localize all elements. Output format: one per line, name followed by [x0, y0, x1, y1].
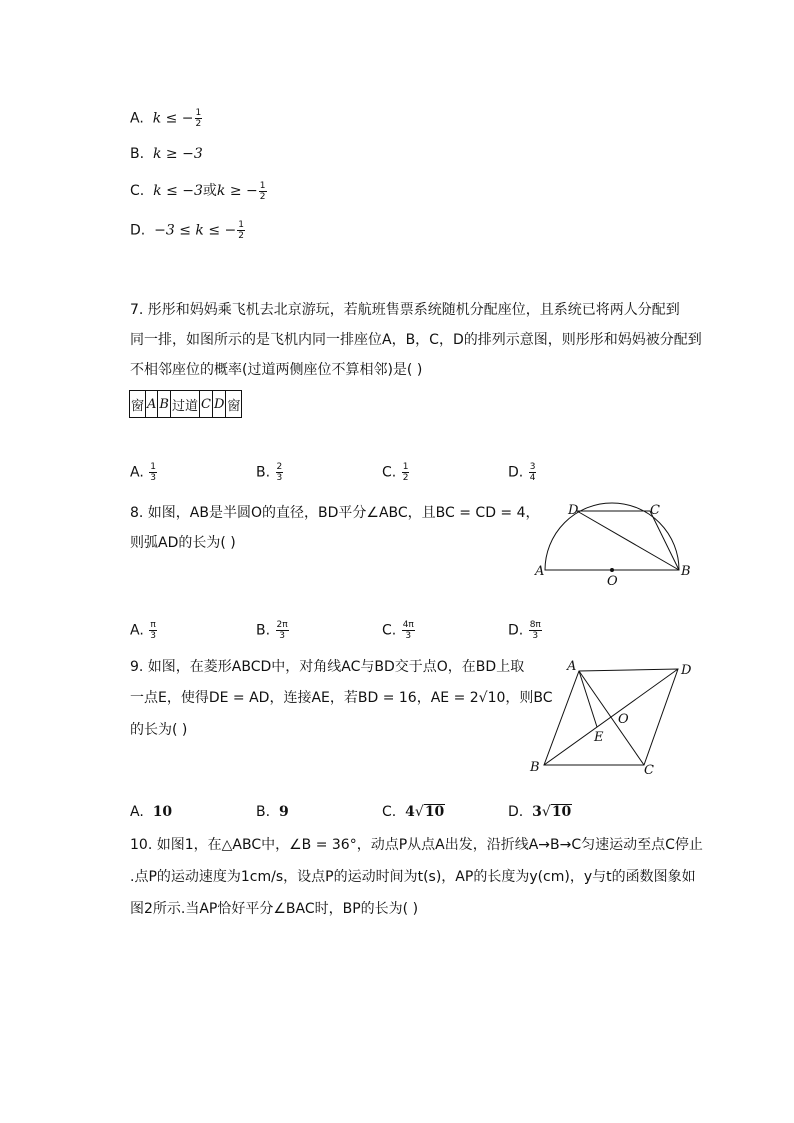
- q10-line-1: 10. 如图1，在△ABC中，∠B = 36°，动点P从点A出发，沿折线A→B→C匀速运动至点C停止: [130, 837, 703, 853]
- rhombus-figure: [525, 655, 700, 780]
- q7-line-3: 不相邻座位的概率(过道两侧座位不算相邻)是( ): [130, 362, 423, 378]
- q9-option-a: A. 10: [130, 804, 173, 820]
- q7-option-d: D. $\frac{3}{4}$: [508, 462, 536, 483]
- label-c: C: [650, 503, 660, 518]
- q9-option-d: D. 3√10: [508, 804, 572, 820]
- q6-option-d: D. −3 ≤ k ≤ − $\frac{1}{2}$: [130, 220, 244, 241]
- q9-line-1: 9. 如图，在菱形ABCD中，对角线AC与BD交于点O，在BD上取: [130, 659, 525, 675]
- q8-option-c: C. $\frac{4\pi}{3}$: [382, 620, 414, 641]
- diagonal-bd: [544, 669, 678, 765]
- segment-ae: [579, 671, 597, 727]
- q9-line-2: 一点E，使得DE = AD，连接AE，若BD = 16，AE = 2√10，则BC: [130, 690, 553, 706]
- seat-c: C: [199, 391, 212, 418]
- center-point: [610, 568, 614, 572]
- label-a: A: [567, 659, 577, 674]
- q8-line-1: 8. 如图，AB是半圆O的直径，BD平分∠ABC，且BC = CD = 4，: [130, 505, 540, 521]
- q7-line-1: 7. 彤彤和妈妈乘飞机去北京游玩，若航班售票系统随机分配座位，且系统已将两人分配到: [130, 302, 680, 318]
- label-c: C: [644, 763, 654, 778]
- seat-window-left: 窗: [130, 391, 146, 418]
- seat-diagram: [129, 390, 242, 418]
- chord-db: [577, 511, 679, 570]
- q7-option-a: A. $\frac{1}{3}$: [130, 462, 156, 483]
- diagonal-ac: [579, 671, 644, 765]
- q8-line-2: 则弧AD的长为( ): [130, 535, 236, 551]
- q8-option-b: B. $\frac{2\pi}{3}$: [256, 620, 288, 641]
- label-e: E: [594, 730, 604, 745]
- q8-option-a: A. $\frac{\pi}{3}$: [130, 620, 156, 641]
- seat-window-right: 窗: [226, 391, 242, 418]
- label-o: O: [618, 712, 629, 727]
- seat-b: B: [158, 391, 171, 418]
- q6-option-b: B. k ≥ −3: [130, 146, 203, 162]
- q9-option-c: C. 4√10: [382, 804, 445, 820]
- q10-line-2: .点P的运动速度为1cm/s，设点P的运动时间为t(s)，AP的长度为y(cm)，y与t的函数图象如: [130, 869, 696, 885]
- q6-option-a: A. k ≤ − $\frac{1}{2}$: [130, 108, 202, 129]
- seat-d: D: [212, 391, 225, 418]
- q7-option-b: B. $\frac{2}{3}$: [256, 462, 283, 483]
- q7-option-c: C. $\frac{1}{2}$: [382, 462, 409, 483]
- label-b: B: [530, 760, 540, 775]
- q6-option-c: C. k ≤ −3或k ≥ − $\frac{1}{2}$: [130, 180, 266, 202]
- label-b: B: [681, 564, 691, 579]
- q7-line-2: 同一排，如图所示的是飞机内同一排座位A，B，C，D的排列示意图，则彤彤和妈妈被分配到: [130, 332, 702, 348]
- semicircle-figure: [530, 495, 700, 590]
- seat-a: A: [146, 391, 158, 418]
- label-o: O: [607, 574, 618, 589]
- label-d: D: [568, 503, 579, 518]
- label-d: D: [681, 663, 692, 678]
- label-a: A: [535, 564, 545, 579]
- q10-line-3: 图2所示.当AP恰好平分∠BAC时，BP的长为( ): [130, 901, 419, 917]
- q8-option-d: D. $\frac{8\pi}{3}$: [508, 620, 541, 641]
- q9-option-b: B. 9: [256, 804, 289, 820]
- seat-aisle: 过道: [170, 391, 199, 418]
- q9-line-3: 的长为( ): [130, 722, 188, 738]
